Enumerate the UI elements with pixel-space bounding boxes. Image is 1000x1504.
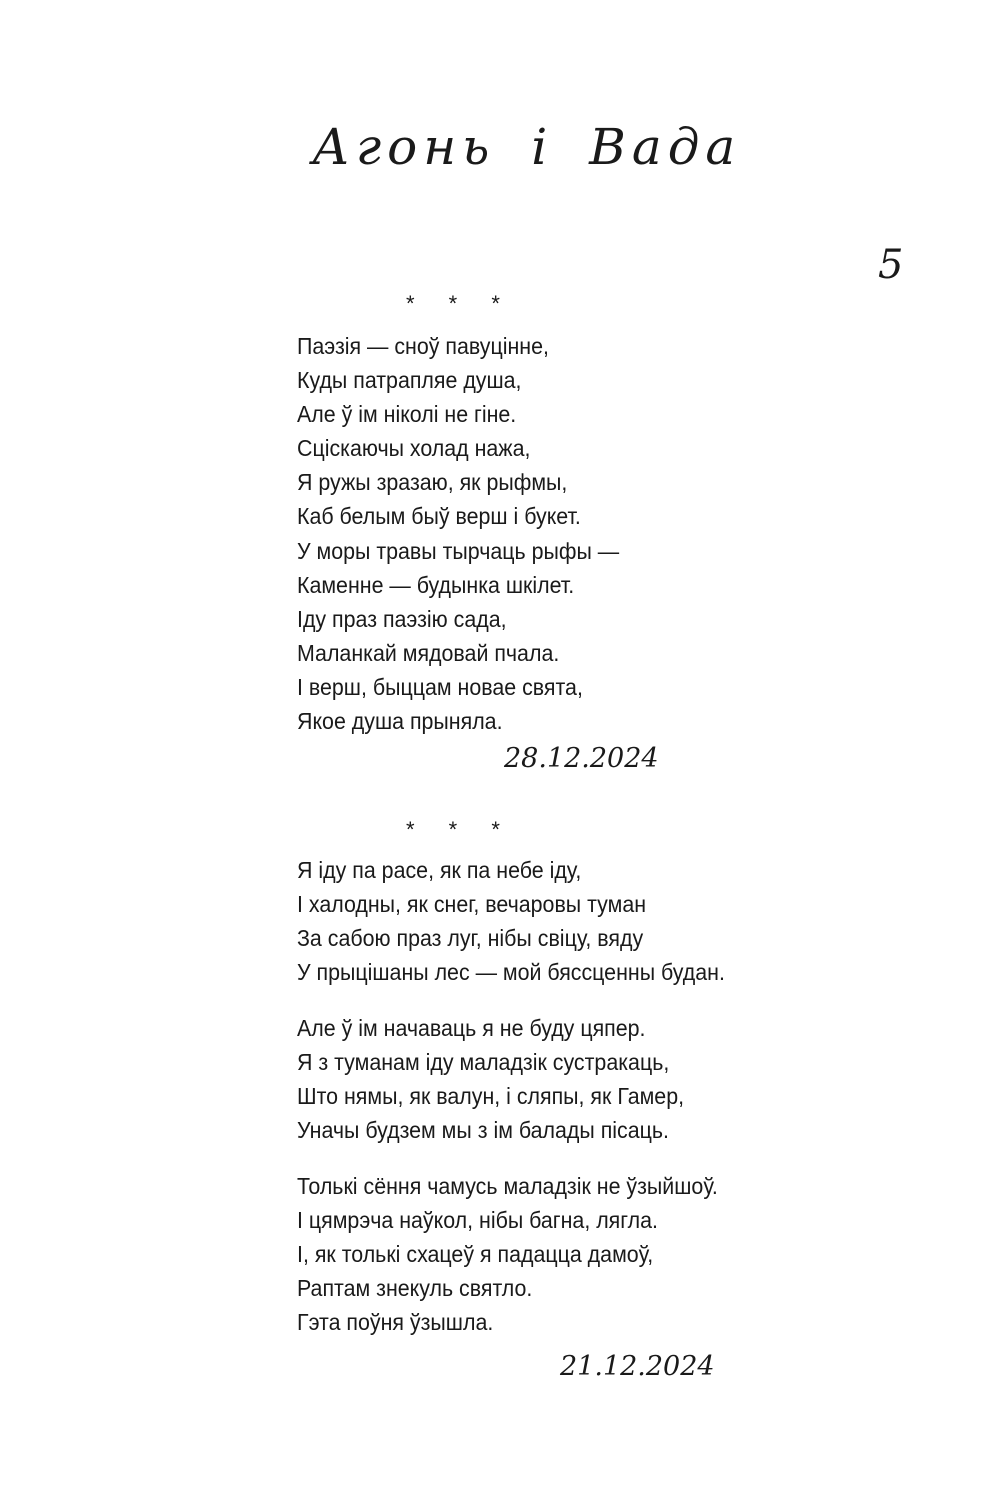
poem-2-separator: * * * bbox=[406, 817, 514, 842]
poem-2-stanza-3 bbox=[297, 1169, 817, 1339]
verse-line: Каб белым быў верш і букет. bbox=[297, 503, 581, 530]
poem-1-date: 28.12.2024 bbox=[504, 743, 659, 774]
verse-line: І цямрэча наўкол, нібы багна, лягла. bbox=[297, 1207, 658, 1234]
verse-line: Я іду па расе, як па небе іду, bbox=[297, 857, 582, 883]
verse-line: І халодны, як снег, вечаровы туман bbox=[297, 891, 647, 918]
verse-line: Але ў ім ніколі не гіне. bbox=[297, 401, 517, 428]
verse-line: Раптам знекуль святло. bbox=[297, 1275, 533, 1302]
verse-line: У моры травы тырчаць рыфы — bbox=[297, 537, 620, 564]
verse-line: Толькі сёння чамусь маладзік не ўзыйшоў. bbox=[297, 1173, 718, 1199]
verse-line: Каменне — будынка шкілет. bbox=[297, 571, 575, 598]
verse-line: Уначы будзем мы з ім балады пісаць. bbox=[297, 1117, 669, 1144]
verse-line: Якое душа прыняла. bbox=[297, 708, 503, 735]
verse-line: Куды патрапляе душа, bbox=[297, 367, 522, 394]
verse-line: Маланкай мядовай пчала. bbox=[297, 639, 560, 666]
verse-line: Сціскаючы холад нажа, bbox=[297, 435, 531, 462]
verse-line: У прыцішаны лес — мой бясcценны будан. bbox=[297, 959, 725, 986]
poem-2-stanza-2 bbox=[297, 1011, 817, 1147]
verse-line: І верш, быццам новае свята, bbox=[297, 673, 583, 700]
poem-1-stanza-1 bbox=[297, 329, 817, 738]
verse-line: Іду праз паэзію сада, bbox=[297, 605, 507, 632]
verse-line: Гэта поўня ўзышла. bbox=[297, 1309, 494, 1336]
page-number: 5 bbox=[878, 242, 904, 288]
verse-line: І, як толькі схацеў я падацца дамоў, bbox=[297, 1241, 654, 1268]
poem-1-separator: * * * bbox=[406, 291, 514, 316]
verse-line: За сабою праз луг, нібы свіцу, вяду bbox=[297, 925, 644, 952]
book-title: Агонь і Вада bbox=[312, 118, 742, 176]
poem-2-stanza-1 bbox=[297, 853, 817, 989]
poem-2-date: 21.12.2024 bbox=[560, 1351, 715, 1382]
verse-line: Я з туманам іду маладзік сустракаць, bbox=[297, 1049, 670, 1076]
verse-line: Але ў ім начаваць я не буду цяпер. bbox=[297, 1015, 646, 1041]
verse-line: Я ружы зразаю, як рыфмы, bbox=[297, 469, 568, 496]
verse-line: Што нямы, як валун, і сляпы, як Гамер, bbox=[297, 1083, 685, 1110]
verse-line: Паэзія — сноў павуцінне, bbox=[297, 333, 549, 359]
